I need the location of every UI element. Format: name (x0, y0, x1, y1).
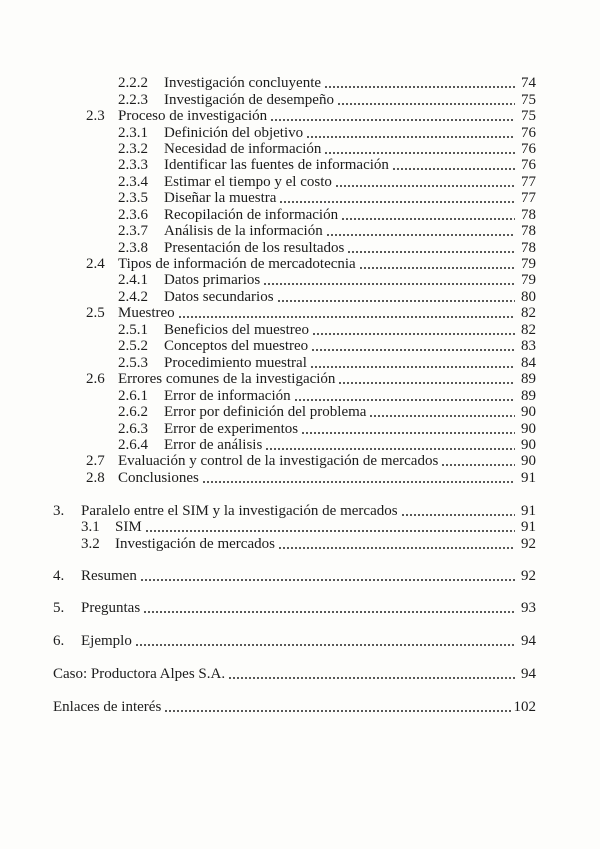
toc-page-number: 102 (513, 699, 536, 715)
dot-leader (145, 529, 515, 533)
toc-page-number: 76 (521, 157, 536, 173)
toc-entry (86, 305, 536, 321)
toc-page-number: 84 (521, 355, 536, 371)
dot-leader (265, 447, 515, 451)
toc-entry (53, 503, 536, 519)
toc-number: 2.5.1 (118, 322, 148, 338)
toc-title: Muestreo (118, 305, 175, 321)
toc-entry (86, 470, 536, 486)
toc-page-number: 90 (521, 421, 536, 437)
toc-page-number: 82 (521, 322, 536, 338)
toc-number: 2.4.1 (118, 272, 148, 288)
toc-entry (118, 240, 536, 256)
toc-page-number: 78 (521, 207, 536, 223)
toc-page-number: 91 (521, 470, 536, 486)
dot-leader (294, 398, 515, 402)
toc-title: Datos secundarios (164, 289, 274, 305)
toc-title: Caso: Productora Alpes S.A. (53, 666, 226, 682)
toc-title: Necesidad de información (164, 141, 322, 157)
toc-number: 3.2 (81, 536, 100, 552)
toc-entry (53, 666, 536, 682)
toc-entry (118, 322, 536, 338)
dot-leader (164, 709, 510, 713)
toc-title: Error por definición del problema (164, 404, 367, 420)
toc-entry (53, 633, 536, 649)
toc-number: 2.7 (86, 453, 105, 469)
toc-number: 2.3.5 (118, 190, 148, 206)
toc-page-number: 82 (521, 305, 536, 321)
toc-title: Datos primarios (164, 272, 261, 288)
toc-entry (118, 141, 536, 157)
toc-entry (53, 699, 536, 715)
toc-entry (118, 190, 536, 206)
toc-entry (118, 207, 536, 223)
toc-title: Error de experimentos (164, 421, 299, 437)
toc-entry (118, 223, 536, 239)
toc-page-number: 90 (521, 453, 536, 469)
toc-number: 2.6.2 (118, 404, 148, 420)
dot-leader (311, 348, 515, 352)
toc-number: 5. (53, 600, 65, 616)
dot-leader (347, 250, 515, 254)
toc-entry (81, 536, 536, 552)
toc-title: Definición del objetivo (164, 125, 304, 141)
toc-entry (86, 256, 536, 272)
dot-leader (279, 200, 515, 204)
toc-page-number: 80 (521, 289, 536, 305)
toc-title: Proceso de investigación (118, 108, 268, 124)
toc-page-number: 93 (521, 600, 536, 616)
toc-title: SIM (115, 519, 142, 535)
toc-title: Diseñar la muestra (164, 190, 277, 206)
toc-entry (118, 75, 536, 91)
dot-leader (301, 431, 515, 435)
dot-leader (392, 167, 515, 171)
toc-page-number: 92 (521, 536, 536, 552)
dot-leader (337, 102, 515, 106)
toc-page-number: 75 (521, 108, 536, 124)
toc-entry (118, 174, 536, 190)
toc-number: 3. (53, 503, 65, 519)
dot-leader (278, 546, 515, 550)
toc-page-number: 79 (521, 272, 536, 288)
toc-title: Investigación concluyente (164, 75, 322, 91)
toc-number: 2.3.3 (118, 157, 148, 173)
dot-leader (341, 217, 515, 221)
toc-entry (86, 371, 536, 387)
toc-number: 6. (53, 633, 65, 649)
toc-page-number: 89 (521, 388, 536, 404)
dot-leader (369, 414, 515, 418)
toc-title: Error de información (164, 388, 291, 404)
dot-leader (324, 85, 515, 89)
toc-entry (118, 289, 536, 305)
dot-leader (359, 266, 515, 270)
toc-number: 2.4 (86, 256, 105, 272)
toc-title: Recopilación de información (164, 207, 339, 223)
dot-leader (143, 610, 515, 614)
toc-entry (86, 453, 536, 469)
toc-number: 2.2.2 (118, 75, 148, 91)
toc-title: Errores comunes de la investigación (118, 371, 336, 387)
toc-entry (118, 272, 536, 288)
toc-title: Conclusiones (118, 470, 199, 486)
toc-title: Error de análisis (164, 437, 263, 453)
toc-page-number: 91 (521, 519, 536, 535)
toc-number: 2.6.4 (118, 437, 148, 453)
toc-page-number: 94 (521, 633, 536, 649)
toc-number: 2.3.6 (118, 207, 148, 223)
toc-title: Investigación de mercados (115, 536, 275, 552)
dot-leader (202, 480, 515, 484)
toc-title: Paralelo entre el SIM y la investigación de mercados (81, 503, 398, 519)
toc-number: 2.3.1 (118, 125, 148, 141)
toc-page-number: 90 (521, 404, 536, 420)
toc-page-number: 77 (521, 190, 536, 206)
dot-leader (335, 184, 515, 188)
dot-leader (277, 299, 515, 303)
dot-leader (324, 151, 515, 155)
toc-number: 2.5.3 (118, 355, 148, 371)
toc-entry (53, 600, 536, 616)
toc-page-number: 76 (521, 141, 536, 157)
toc-entry (118, 404, 536, 420)
toc-title: Ejemplo (81, 633, 132, 649)
toc-entry (118, 92, 536, 108)
toc-page-number: 76 (521, 125, 536, 141)
toc-title: Enlaces de interés (53, 699, 162, 715)
toc-title: Preguntas (81, 600, 141, 616)
toc-number: 2.3.8 (118, 240, 148, 256)
toc-number: 3.1 (81, 519, 100, 535)
toc-number: 2.5.2 (118, 338, 148, 354)
toc-number: 2.3.7 (118, 223, 148, 239)
toc-number: 4. (53, 568, 65, 584)
toc-title: Investigación de desempeño (164, 92, 334, 108)
dot-leader (312, 332, 515, 336)
toc-title: Presentación de los resultados (164, 240, 345, 256)
toc-title: Resumen (81, 568, 137, 584)
toc-entry (118, 157, 536, 173)
toc-entry (118, 388, 536, 404)
toc-page-number: 78 (521, 240, 536, 256)
toc-number: 2.3 (86, 108, 105, 124)
dot-leader (441, 463, 515, 467)
toc-entry (118, 338, 536, 354)
toc-title: Procedimiento muestral (164, 355, 307, 371)
toc-page-number: 74 (521, 75, 536, 91)
toc-entry (118, 355, 536, 371)
toc-title: Beneficios del muestreo (164, 322, 309, 338)
toc-page-number: 77 (521, 174, 536, 190)
toc-number: 2.5 (86, 305, 105, 321)
dot-leader (338, 381, 515, 385)
toc-entry (81, 519, 536, 535)
toc-number: 2.4.2 (118, 289, 148, 305)
dot-leader (270, 118, 515, 122)
toc-page-number: 89 (521, 371, 536, 387)
toc-title: Estimar el tiempo y el costo (164, 174, 332, 190)
toc-page-number: 75 (521, 92, 536, 108)
dot-leader (140, 578, 515, 582)
toc-page-number: 83 (521, 338, 536, 354)
toc-number: 2.6.3 (118, 421, 148, 437)
toc-title: Análisis de la información (164, 223, 323, 239)
toc-entry (118, 421, 536, 437)
toc-number: 2.6.1 (118, 388, 148, 404)
dot-leader (401, 513, 515, 517)
toc-page-number: 92 (521, 568, 536, 584)
toc-page-number: 90 (521, 437, 536, 453)
toc-title: Tipos de información de mercadotecnia (118, 256, 356, 272)
toc-number: 2.2.3 (118, 92, 148, 108)
toc-page-number: 79 (521, 256, 536, 272)
toc-number: 2.3.2 (118, 141, 148, 157)
dot-leader (178, 315, 515, 319)
toc-page-number: 78 (521, 223, 536, 239)
toc-title: Identificar las fuentes de información (164, 157, 389, 173)
toc-page-number: 91 (521, 503, 536, 519)
toc-title: Conceptos del muestreo (164, 338, 309, 354)
dot-leader (326, 233, 515, 237)
dot-leader (228, 676, 515, 680)
toc-title: Evaluación y control de la investigación de mercados (118, 453, 439, 469)
toc-page-number: 94 (521, 666, 536, 682)
toc-entry (118, 125, 536, 141)
toc-number: 2.6 (86, 371, 105, 387)
toc-number: 2.3.4 (118, 174, 148, 190)
dot-leader (263, 282, 515, 286)
dot-leader (310, 365, 515, 369)
dot-leader (306, 135, 515, 139)
dot-leader (135, 643, 515, 647)
toc-entry (53, 568, 536, 584)
toc-number: 2.8 (86, 470, 105, 486)
toc-entry (86, 108, 536, 124)
toc-entry (118, 437, 536, 453)
